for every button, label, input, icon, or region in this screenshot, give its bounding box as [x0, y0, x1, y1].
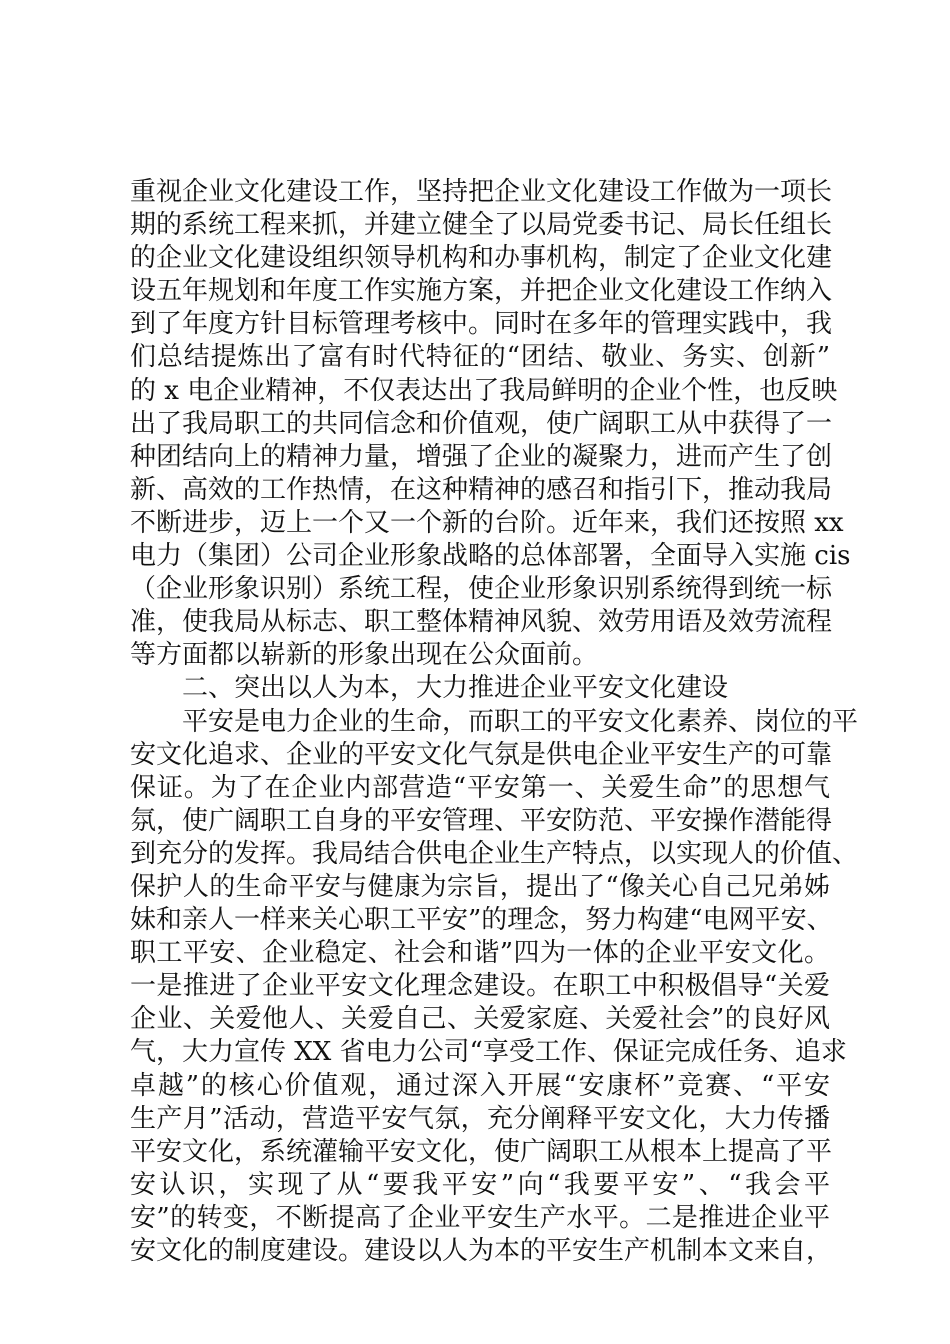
text-line: 重视企业文化建设工作，坚持把企业文化建设工作做为一项长 [130, 177, 833, 207]
text-line: 准，使我局从标志、职工整体精神风貌、效劳用语及效劳流程 [130, 607, 833, 638]
text-line: 设五年规划和年度工作实施方案，并把企业文化建设工作纳入 [130, 276, 833, 307]
text-line: 安认识，实现了从“要我平安”向“我要平安”、“我会平 [130, 1169, 830, 1200]
text-line: 平安文化，系统灌输平安文化，使广阔职工从根本上提高了平 [130, 1136, 833, 1167]
text-line: 保护人的生命平安与健康为宗旨，提出了“像关心自己兄弟姊 [130, 871, 830, 902]
text-line: 安文化追求、企业的平安文化气氛是供电企业平安生产的可靠 [130, 739, 833, 770]
document-body [130, 176, 859, 1268]
text-line: 职工平安、企业稳定、社会和谐”四为一体的企业平安文化。 [130, 938, 830, 969]
text-line: 的 x 电企业精神，不仅表达出了我局鲜明的企业个性，也反映 [130, 375, 838, 406]
text-line: 平安是电力企业的生命，而职工的平安文化素养、岗位的平 [182, 706, 859, 737]
text-line: 妹和亲人一样来关心职工平安”的理念，努力构建“电网平安、 [130, 905, 833, 936]
text-line: 出了我局职工的共同信念和价值观，使广阔职工从中获得了一 [130, 408, 833, 439]
text-line: 企业、关爱他人、关爱自己、关爱家庭、关爱社会”的良好风 [130, 1004, 830, 1035]
text-line: 安”的转变，不断提高了企业平安生产水平。二是推进企业平 [130, 1202, 830, 1233]
text-line: 等方面都以崭新的形象出现在公众面前。 [130, 640, 599, 671]
text-line: 卓越”的核心价值观，通过深入开展“安康杯”竞赛、“平安 [130, 1070, 830, 1101]
text-line: 不断进步，迈上一个又一个新的台阶。近年来，我们还按照 xx [130, 507, 844, 538]
text-line: 电力（集团）公司企业形象战略的总体部署，全面导入实施 cis [130, 541, 851, 572]
text-line: 保证。为了在企业内部营造“平安第一、关爱生命”的思想气 [130, 772, 830, 803]
text-line: 们总结提炼出了富有时代特征的“团结、敬业、务实、创新” [130, 342, 830, 373]
text-line: 的企业文化建设组织领导机构和办事机构，制定了企业文化建 [130, 243, 833, 274]
text-line: 种团结向上的精神力量，增强了企业的凝聚力，进而产生了创 [130, 441, 833, 472]
text-line: 安文化的制度建设。建设以人为本的平安生产机制本文来自， [130, 1236, 833, 1266]
text-line: 生产月”活动，营造平安气氛，充分阐释平安文化，大力传播 [130, 1103, 830, 1134]
text-line: 到充分的发挥。我局结合供电企业生产特点，以实现人的价值、 [130, 838, 859, 869]
text-line: 到了年度方针目标管理考核中。同时在多年的管理实践中，我 [130, 309, 833, 340]
text-line: 一是推进了企业平安文化理念建设。在职工中积极倡导“关爱 [130, 971, 830, 1002]
text-line: 二、突出以人为本，大力推进企业平安文化建设 [182, 673, 729, 704]
text-line: （企业形象识别）系统工程，使企业形象识别系统得到统一标 [130, 574, 833, 605]
text-line: 新、高效的工作热情，在这种精神的感召和指引下，推动我局 [130, 474, 833, 505]
text-line: 期的系统工程来抓，并建立健全了以局党委书记、局长任组长 [130, 210, 833, 241]
text-line: 气，大力宣传 XX 省电力公司“享受工作、保证完成任务、追求 [130, 1037, 847, 1068]
text-line: 氛，使广阔职工自身的平安管理、平安防范、平安操作潜能得 [130, 805, 833, 836]
